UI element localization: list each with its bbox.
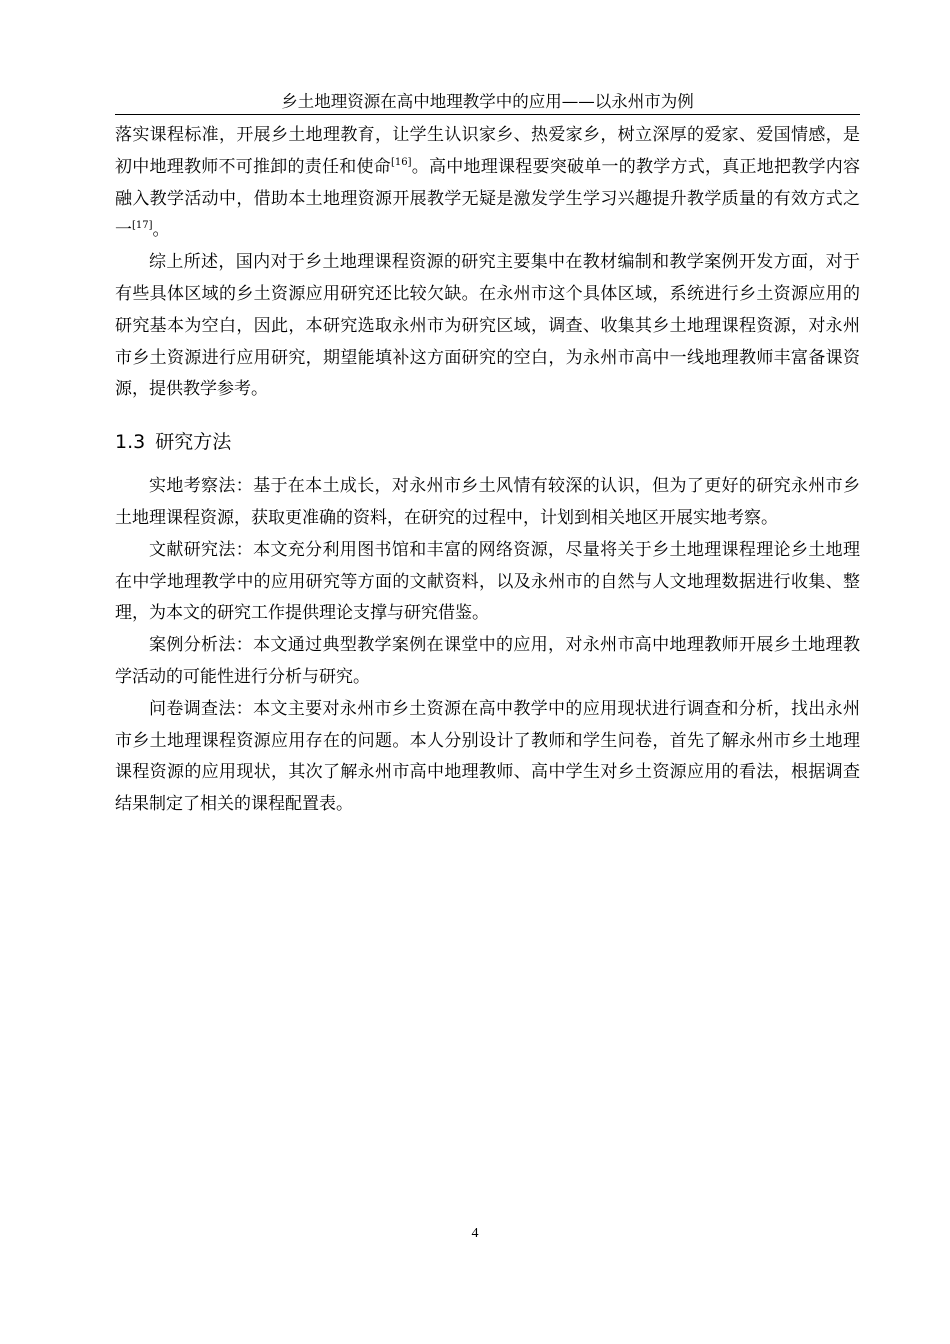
header-divider (115, 114, 860, 115)
page-number: 4 (471, 1226, 479, 1241)
method-literature-research: 文献研究法：本文充分利用图书馆和丰富的网络资源，尽量将关于乡土地理课程理论乡土地理在中学地理教学中的应用研究等方面的文献资料，以及永州市的自然与人文地理数据进行收集、整理，为本文的研究工作提供理论支撑与研究借鉴。 (115, 539, 860, 624)
method-questionnaire: 问卷调查法：本文主要对永州市乡土资源在高中教学中的应用现状进行调查和分析，找出永州市乡土地理课程资源应用存在的问题。本人分别设计了教师和学生问卷，首先了解永州市乡土地理课程资源的应用现状，其次了解永州市高中地理教师、高中学生对乡土资源应用的看法，根据调查结果制定了相关的课程配置表。 (115, 698, 860, 815)
section-title: 研究方法 (155, 431, 232, 454)
citation-16: [16] (391, 156, 412, 168)
citation-17: [17] (132, 220, 153, 232)
method-field-survey: 实地考察法：基于在本土成长，对永州市乡土风情有较深的认识，但为了更好的研究永州市乡土地理课程资源，获取更准确的资料，在研究的过程中，计划到相关地区开展实地考察。 (115, 476, 860, 528)
running-header-title: 乡土地理资源在高中地理教学中的应用——以永州市为例 (281, 92, 694, 111)
summary-paragraph: 综上所述，国内对于乡土地理课程资源的研究主要集中在教材编制和教学案例开发方面，对于有些具体区域的乡土资源应用研究还比较欠缺。在永州市这个具体区域，系统进行乡土资源应用的研究基本为空白，因此，本研究选取永州市为研究区域，调查、收集其乡土地理课程资源，对永州市乡土资源进行应用研究，期望能填补这方面研究的空白，为永州市高中一线地理教师丰富备课资源，提供教学参考。 (115, 252, 860, 400)
method-case-analysis: 案例分析法：本文通过典型教学案例在课堂中的应用，对永州市高中地理教师开展乡土地理教学活动的可能性进行分析与研究。 (115, 635, 860, 687)
paragraph-text: 。高中地理课程要突破单一的教学方式，真正地把教学内容融入教学活动中，借助本土地理资源开展教学无疑是激发学生学习兴趣提升教学质量的有效方式之一 (115, 156, 861, 241)
section-number: 1.3 (115, 431, 146, 454)
paragraph-text: 落实课程标准，开展乡土地理教育，让学生认识家乡、热爱家乡，树立深厚的爱家、爱国情感，是初中地理教师不可推卸的责任和使命 (115, 125, 860, 177)
paragraph-text: 。 (152, 220, 170, 241)
continuation-paragraph (115, 120, 860, 247)
page-body (115, 120, 860, 821)
section-heading (115, 427, 860, 457)
